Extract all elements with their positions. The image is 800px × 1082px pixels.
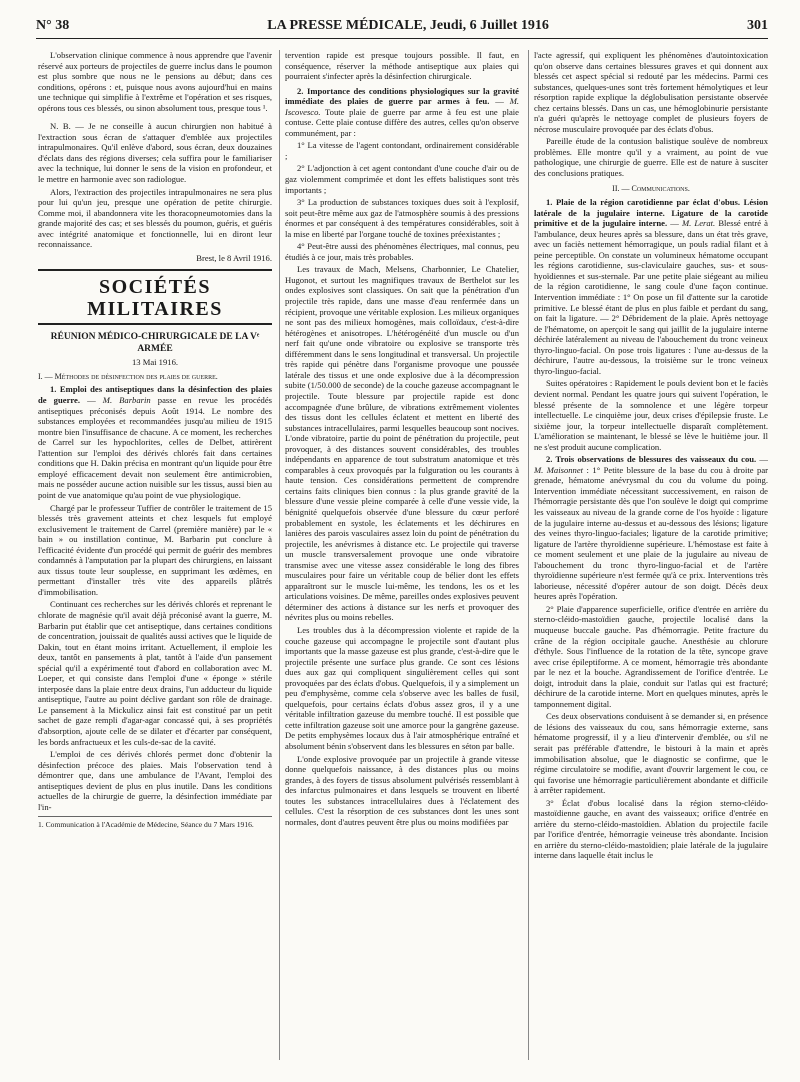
meeting-title: RÉUNION MÉDICO-CHIRURGICALE DE LA Vᵉ ARMÉE xyxy=(50,332,260,355)
column-2 xyxy=(285,50,519,1070)
column-1 xyxy=(38,50,272,1070)
list-item: 2° L'adjonction à cet agent contondant d'une couche d'air ou de gaz violemment comprimée et dont les effets balistiques sont très importants ; xyxy=(285,163,519,195)
header-rule xyxy=(36,38,768,39)
paragraph: tervention rapide est presque toujours possible. Il faut, en conséquence, réserver la méthode antiseptique aux plaies qui pourraient s'infecter après la désinfection chirurgicale. xyxy=(285,50,519,82)
list-item: 1° La vitesse de l'agent contondant, ordinairement considérable ; xyxy=(285,140,519,161)
subsection-heading: II. — Communications. xyxy=(612,183,690,193)
column-divider xyxy=(528,50,529,1060)
paragraph: L'onde explosive provoquée par un projectile à grande vitesse donne quelquefois naissance, à des distances plus ou moins grandes, à des foyers de tissus absolument pulvérisés ressemblant à des infarctus pulmonaires et dans lesquels se trouvent en liberté toutes les substances intracellulaires dues à l'éclatement des cellules. C'est la résorption de ces substances dont les unes sont normales, dont d'autres peuvent être plus ou moins modifiées par xyxy=(285,753,519,827)
item-paragraph: 2. Trois observations de blessures des vaisseaux du cou. — M. Maisonnet : 1° Petite blessure de la base du cou à droite par grenade, hématome anévrysmal du cou du volume du poing. Intervention immédiate nécessitant successivement, en raison de l'hémorragie persistante dès que l'on soulève le doigt qui comprime les vaisseaux au niveau de la grande corne de l'os hyoïde : ligature de la jugulaire interne au-dessus et au-dessous des lésions; ligature des veines thyro-linguo-faciales; ligature de la carotide primitive; ligature de l'artère thyroïdienne supérieure. L'hémostase est faite à ce moment seulement et une plaie de la jugulaire au niveau de l'abouchement du tronc thyro-linguo-facial et de l'artère thyroïdienne supérieure n'est fermée qu'à ce prix. Interventions très laborieuse, nécessité d'opérer autour de son doigt. Décès deux heures après l'opération. xyxy=(534,454,768,602)
item-text: passe en revue les procédés antiseptiques préconisés depuis Août 1914. Le nombre des substances employées et recommandées jusqu'au milieu de 1915 montre bien l'insuffisance de chacune. A ce moment, les recherches de Carrel sur les hypochlorites, celles de Delbet, attirèrent l'attention sur l'emploi des dérivés chlorés fait dans certaines conditions que H. Dakin précisa en montrant qu'un liquide pour être employé efficacement devait non seulement être antimicrobien, mais ne posséder aucune action nuisible sur les tissus, aussi bien au point de vue anatomique qu'au point de vue physiologique. xyxy=(38,395,272,500)
paragraph: Pareille étude de la contusion balistique soulève de nombreux problèmes. Elle montre qu'il y a vraiment, au point de vue pathologique, une chirurgie de guerre. Elle est de nature à susciter des conclusions pratiques. xyxy=(534,136,768,179)
meeting-date: 13 Mai 1916. xyxy=(131,357,179,368)
paragraph: L'observation clinique commence à nous apprendre que l'avenir réservé aux porteurs de projectiles de guerre inclus dans le poumon est plus sombre que nous ne le pensions au début; dans ces conditions, opérons : et, puisque nous avons aujourd'hui en mains une technique qui simplifie à l'extrême et l'opération et ses risques, opérons tous ces blessés, ou sinon absolument tous, presque tous ¹. xyxy=(38,50,272,113)
issue-number: N° 38 xyxy=(36,18,70,33)
section-heading: SOCIÉTÉS MILITAIRES xyxy=(38,269,272,325)
item-title: 1. Emploi des antiseptiques dans la désinfection des plaies de guerre. xyxy=(38,384,272,406)
column-3 xyxy=(534,50,768,1070)
page-header xyxy=(36,18,768,40)
signature-date: Brest, le 8 Avril 1916. xyxy=(196,252,272,263)
item-author: M. Iscovesco. xyxy=(285,96,519,117)
footnote: 1. Communication à l'Académie de Médecine, Séance du 7 Mars 1916. xyxy=(38,816,272,830)
running-title: LA PRESSE MÉDICALE, Jeudi, 6 Juillet 1916 xyxy=(267,18,549,33)
paragraph: 3° Éclat d'obus localisé dans la région sterno-cléido-mastoïdienne gauche, en avant des vaisseaux; orifice d'entrée en arrière du sterno-cléido-mastoïdien. Ablation du projectile facile par l'orifice d'entrée, hémorragie veineuse très abondante. Incision en arrière du sterno-cléido-mastoïdien; plaie latérale de la jugulaire interne dans laquelle était inclus le xyxy=(534,797,768,861)
item-author: M. Maisonnet xyxy=(534,464,584,475)
paragraph: Chargé par le professeur Tuffier de contrôler le traitement de 15 blessés très gravement atteints et chez lesquels fut employé exclusivement le traitement de Carrel (première manière) par le « bain » ou instillation continue, M. Barbarin put conclure à l'efficacité évidente d'un procédé qui permit de guérir des membres condamnés à l'amputation par la plupart des chirurgiens, en laissant aux tissus toute leur souplesse, en supprimant les œdèmes, en permettant d'installer très vite des appareils plâtrés d'immobilisation. xyxy=(38,502,272,597)
paragraph: N. B. — Je ne conseille à aucun chirurgien non habitué à l'extraction sous écran de s'attaquer d'emblée aux projectiles intrapulmonaires. Qu'il enlève d'abord, sous écran, deux douzaines d'éclats dans des régions diverses; cela suffira pour le familiariser avec la technique, lui donner le sens de la vision en profondeur, et le mettre en harmonie avec son radiologue. xyxy=(38,121,272,185)
column-divider xyxy=(279,50,280,1060)
item-text: Toute plaie de guerre par arme à feu est une plaie contuse. Cette plaie contuse diffère des autres, celles qu'on observe communément, par : xyxy=(285,106,519,138)
item-author: M. Barbarin xyxy=(102,395,151,406)
paragraph: Ces deux observations conduisent à se demander si, en présence de lésions des vaisseaux du cou, sans hémorragie externe, sans hématome progressif, il y a lieu d'intervenir d'emblée, ou s'il ne serait pas préférable d'attendre, le bistouri à la main et après immobilisation absolue, que le diagnostic se confirme, que le régime circulatoire se modifie, avant d'ouvrir largement le cou, ce qui favorise une hémorragie particulièrement abondante et difficile à arrêter rapidement. xyxy=(534,711,768,796)
paragraph: 2° Plaie d'apparence superficielle, orifice d'entrée en arrière du sterno-cléido-mastoïdien gauche, projectile localisé dans la muqueuse buccale gauche. Pas d'hémorragie. Petite fracture du crâne de la région occipitale gauche. Anesthésie au chlorure d'éthyle. Sous l'influence de la rotation de la tête, syncope grave avec crise épileptiforme. A ce moment, hémorragie très abondante par le nez et la bouche. Agrandissement de l'orifice d'entrée. Le doigt, introduit dans la plaie, conduit sur l'atlas qui est fracturé; déchirure de la carotide interne. Mort en quelques minutes, après le tamponnement digital. xyxy=(534,603,768,709)
page-number: 301 xyxy=(746,18,768,33)
paragraph: Les troubles dus à la décompression violente et rapide de la couche gazeuse qui accompagne le projectile sont d'autant plus importants que la masse gazeuse est plus grande, c'est-à-dire que le projectile présente une surface plus grande. Ce sont ces lésions dues aux gaz qui compliquent singulièrement celles qui sont provoquées par des éclats d'obus. Quelquefois, il y a simplement un peu d'emphysème, comme cela s'observe avec les balles de fusil, quelquefois, pour certains éclats d'obus assez gros, il y a une véritable infiltration gazeuse du membre touché. Il est possible que cette infiltration gazeuse soit une amorce pour la gangrène gazeuse. De petits emphysèmes locaux dus à l'air atmosphérique entraîné et absolument bénin s'observent dans les blessures en séton par balle. xyxy=(285,624,519,751)
paragraph: Suites opératoires : Rapidement le pouls devient bon et le faciès devient normal. Pendant les quatre jours qui suivent l'opération, le blessé présente de la somnolence et une légère torpeur intellectuelle. Le cinquième jour, deux crises d'épilepsie fruste. Le sixième jour, la torpeur intellectuelle disparaît complètement. L'amélioration se maintenant, le blessé se lève le huitième jour. Il ne s'est produit aucune complication. xyxy=(534,378,768,452)
item-title: 2. Importance des conditions physiologiques sur la gravité immédiate des plaies de guerre par armes à feu. xyxy=(285,85,519,107)
paragraph: Alors, l'extraction des projectiles intrapulmonaires ne sera plus pour lui qu'un jeu, presque une opération de petite chirurgie. Comme moi, il abandonnera vite les thoracopneumotomies dans la grande majorité des cas; et ses blessés du poumon, guéris, et guéris avec intégrité anatomique et fonctionnelle, lui en diront leur reconnaissance. xyxy=(38,186,272,250)
item-paragraph: 2. Importance des conditions physiologiques sur la gravité immédiate des plaies de guerre par armes à feu. — M. Iscovesco. Toute plaie de guerre par arme à feu est une plaie contuse. Cette plaie contuse diffère des autres, celles qu'on observe communément, par : xyxy=(285,85,519,138)
item-text: : 1° Petite blessure de la base du cou à droite par grenade, hématome anévrysmal du cou du volume du poing. Intervention immédiate nécessitant successivement, en raison de l'hémorragie persistante dès que l'on soulève le doigt qui comprime les vaisseaux au niveau de la grande corne de l'os hyoïde : ligature de la jugulaire interne au-dessus et au-dessous des lésions; ligature des veines thyro-linguo-faciales; ligature de la carotide primitive; ligature de l'artère thyroïdienne supérieure. L'hémostase est faite à ce moment seulement et une plaie de la jugulaire au niveau de l'abouchement du tronc thyro-linguo-facial et de l'artère thyroïdienne supérieure n'est fermée qu'à ce prix. Interventions très laborieuse, nécessité d'opérer autour de son doigt. Décès deux heures après l'opération. xyxy=(534,464,768,602)
item-title: 1. Plaie de la région carotidienne par éclat d'obus. Lésion latérale de la jugulaire interne. Ligature de la carotide primitive et de la jugulaire interne. xyxy=(534,197,768,229)
paragraph: Les travaux de Mach, Melsens, Charbonnier, Le Chatelier, Hugonot, et surtout les magnifiques travaux de Berthelot sur les ondes explosives sont classiques. On sait que la pénétration d'un projectile très rapide, dans une masse d'eau renfermée dans un récipient, provoque une véritable explosion. Les milieux organiques ne sont pas des milieux homogènes, mais colloïdaux, c'est-à-dire hétérogènes et anisotropes. L'hétérogénéité d'un muscle ou d'un nerf fait qu'une onde vibratoire ou explosive se transporte très différemment dans le sens longitudinal et transversal. Un projectile très rapide qui pénètre dans l'organisme provoque une poussée latérale des tissus et une onde explosive due à la décompression subite (1/50.000 de seconde) de la couche gazeuse accompagnant le projectile. Toute blessure par projectile rapide est donc accompagnée d'une brûlure, de vibrations extrêmement violentes des tissus dont les cellules éclatent et mettent en liberté des substances intracellulaires, parmi lesquelles beaucoup sont nocives. L'onde vibratoire, partie du point de pénétration du projectile, peut provoquer, à des distances souvent considérables, des troubles indépendants en apparence de tout substratum anatomique et très comparables à ceux provoqués par la fulguration ou les courants à haute tension. Ces considérations permettent de comprendre certains faits cliniques bien connus : la plus grande gravité de la blessure d'une vessie pleine comparée à celle d'une vessie vide, la bénignité quelquefois observée d'une blessure du cœur perforé probablement en systole, les éclatements et les déchirures en lanières des parois vasculaires assez loin du point de pénétration du projectile, les anévrismes à distance etc. Le projectile qui traverse un muscle transversalement provoque une onde vibratoire transmise avec une vitesse assez considérable le long des fibres musculaires pour faire un véritable coup de bélier dont les effets apparaîtront sur le muscle lui-même, les tendons, les os et les articulations voisines. De même, pareilles ondes explosives peuvent déterminer des actions à distance sur les nerfs et provoquer des névrites plus ou moins rebelles. xyxy=(285,264,519,623)
item-paragraph: 1. Plaie de la région carotidienne par éclat d'obus. Lésion latérale de la jugulaire interne. Ligature de la carotide primitive et de la jugulaire interne. — M. Lerat. Blessé entré à l'ambulance, deux heures après sa blessure, dans un état très grave, avec un faciès nettement hémorragique, un pouls radial filant et à peine perceptible. On constate un volumineux hématome occupant les régions carotidienne, sus-claviculaire gauches, sus- et sous-hyoïdiennes et sus-sternale. Par une petite plaie siégeant au milieu de la région carotidienne, le sang coule d'une façon continue. Intervention immédiate : 1° On pose un fil d'attente sur la carotide primitive. Le blessé étant de plus en plus faible et perdant du sang, on fait la ligature. — 2° Débridement de la plaie. Après nettoyage de l'hématome, on aperçoit le sang qui jaillit de la jugulaire interne déchirée latéralement au niveau de l'abouchement du tronc veineux thyro-linguo-facial. On pose trois ligatures : l'une au-dessus de la déchirure, l'autre au-dessous, la troisième sur le tronc veineux thyro-linguo-facial. xyxy=(534,197,768,376)
item-paragraph: 1. Emploi des antiseptiques dans la désinfection des plaies de guerre. — M. Barbarin passe en revue les procédés antiseptiques préconisés depuis Août 1914. Le nombre des substances employées et recommandées jusqu'au milieu de 1915 montre bien l'insuffisance de chacune. A ce moment, les recherches de Carrel sur les hypochlorites, celles de Delbet, attirèrent l'attention sur l'emploi des dérivés chlorés fait dans certaines conditions que H. Dakin précisa en montrant qu'un liquide pour être employé efficacement devait non seulement être antimicrobien, mais ne posséder aucune action nuisible sur les tissus, aussi bien au point de vue anatomique qu'au point de vue physiologique. xyxy=(38,384,272,500)
item-author: M. Lerat. xyxy=(681,218,716,229)
paragraph: L'emploi de ces dérivés chlorés permet donc d'obtenir la désinfection précoce des plaies. Mais l'observation tend à démontrer que, dans une ambulance de l'Avant, l'emploi des antiseptiques devient de plus en plus inutile. Dans les conditions actuelles de la chirurgie de guerre, la désinfection immédiate par l'in- xyxy=(38,749,272,812)
list-item: 3° La production de substances toxiques dues soit à l'explosif, soit peut-être même aux gaz de l'atmosphère soumis à des pressions énormes et par conséquent à des températures considérables, soit à la mise en liberté par l'organe touché de toxines préexistantes ; xyxy=(285,197,519,239)
subsection-heading: I. — Méthodes de désinfection des plaies de guerre. xyxy=(38,371,218,381)
item-text: Blessé entré à l'ambulance, deux heures après sa blessure, dans un état très grave, avec un faciès nettement hémorragique, un pouls radial filant et à peine perceptible. On constate un volumineux hématome occupant les régions carotidienne, sus-claviculaire gauches, sus- et sous-hyoïdiennes et sus-sternale. Par une petite plaie siégeant au milieu de la région carotidienne, le sang coule d'une façon continue. Intervention immédiate : 1° On pose un fil d'attente sur la carotide primitive. Le blessé étant de plus en plus faible et perdant du sang, on fait la ligature. — 2° Débridement de la plaie. Après nettoyage de l'hématome, on aperçoit le sang qui jaillit de la jugulaire interne déchirée latéralement au niveau de l'abouchement du tronc veineux thyro-linguo-facial. On pose trois ligatures : l'une au-dessus de la déchirure, l'autre au-dessous, la troisième sur le tronc veineux thyro-linguo-facial. xyxy=(534,218,768,376)
item-title: 2. Trois observations de blessures des vaisseaux du cou. xyxy=(546,454,757,465)
paragraph: Continuant ces recherches sur les dérivés chlorés et reprenant le chlorate de magnésie qu'il avait déjà préconisé avant la guerre, M. Barbarin put établir que cet antiseptique, dans certaines conditions de concentration, jouissait de qualités aussi actives que le liquide de Dakin, tout en étant moins irritant. Actuellement, il emploie les deux, tantôt en pansements à plat, tantôt à l'aide d'un pansement spécial qu'il a expérimenté tout d'abord en collaboration avec M. Loeper, et qui consiste dans l'emploi d'une « éponge » stérile interposée dans la plaie entre deux drains, l'un adducteur du liquide antiseptique, l'autre au point déclive gardant son rôle de drainage. Le pansement à la Mickulicz ainsi fait est constitué par un petit sachet de gaze rempli d'agar-agar concassé qui, à ses propriétés d'absorption, ajoute celle de se dilater et d'écarter par conséquent, les bords anfractueux et les culs-de-sac de la cavité. xyxy=(38,599,272,747)
list-item: 4° Peut-être aussi des phénomènes électriques, mal connus, peu étudiés à ce jour, mais très probables. xyxy=(285,241,519,262)
paragraph: l'acte agressif, qui expliquent les phénomènes d'autointoxication qu'on observe dans certaines blessures graves et qui donnent aux blessés cet aspect spécial si redouté par les médecins. Parmi ces substances, quelques-unes sont très fortement hémolytiques et leur résorption rapide explique la déglobulisation persistante observée chez certains blessés. Dans un cas, une hémoglobinurie persistante n'a guéri qu'après le nettoyage complet de plusieurs foyers de nécrose musculaire provoquée par des éclats d'obus. xyxy=(534,50,768,134)
